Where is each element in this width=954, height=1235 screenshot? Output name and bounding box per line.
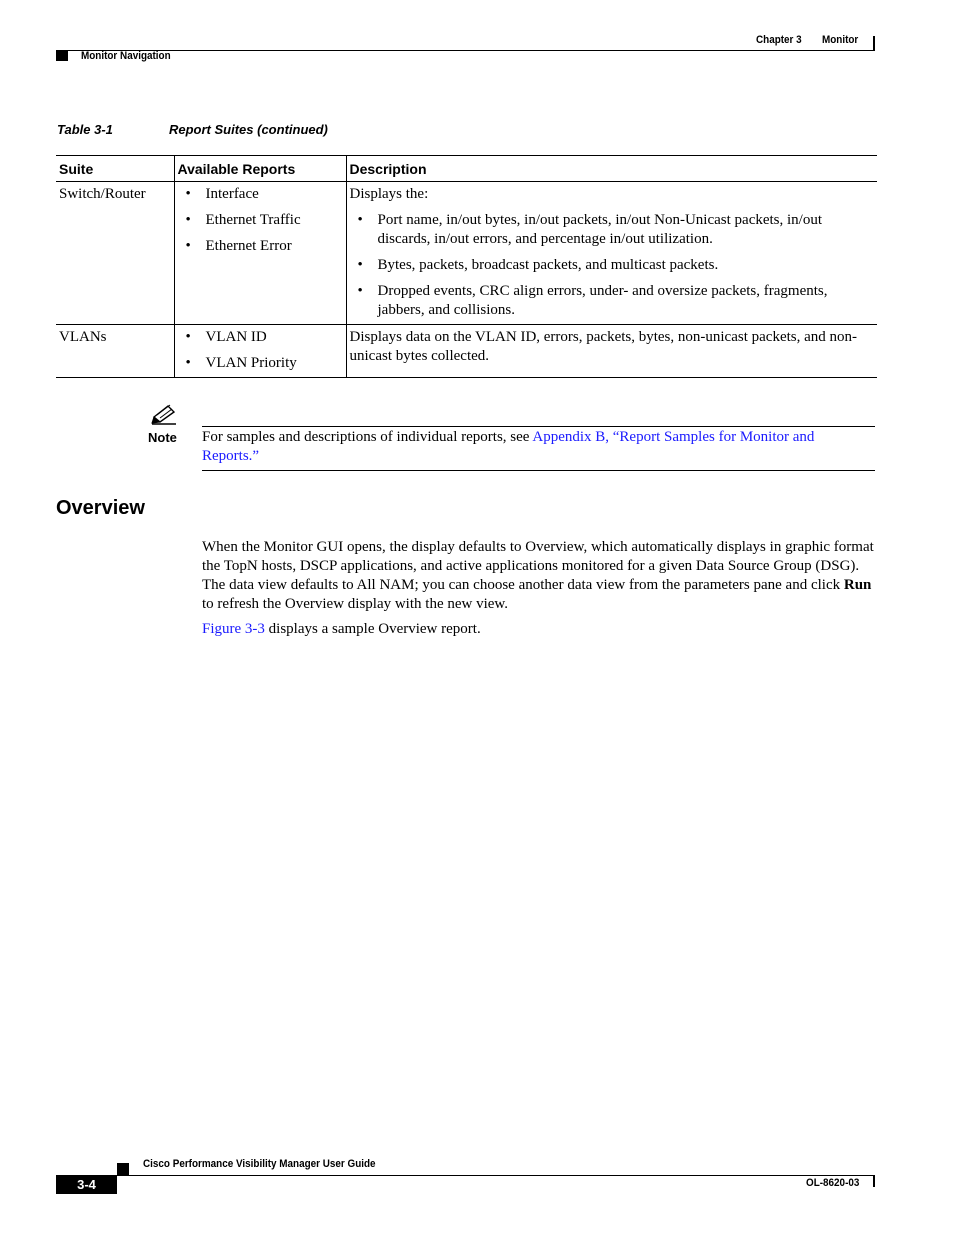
- note-label: Note: [148, 430, 177, 445]
- description-cell: [346, 325, 877, 378]
- run-term: Run: [843, 577, 872, 593]
- note-text: [202, 428, 874, 466]
- description-lead: Displays data on the VLAN ID, errors, packets, bytes, non-unicast packets, and non-unicast bytes collected.: [349, 329, 858, 364]
- figure-reference-paragraph: [202, 620, 877, 639]
- footer-doc-number: OL-8620-03: [806, 1177, 860, 1189]
- description-lead: Displays the:: [349, 186, 429, 202]
- column-header-available-reports: Available Reports: [174, 156, 346, 182]
- appendix-b-link[interactable]: Appendix B, “Report Samples for Monitor and Reports.”: [202, 429, 815, 464]
- reports-list: [178, 185, 343, 256]
- table-row: [56, 182, 877, 325]
- figure-3-3-link[interactable]: Figure 3-3: [202, 621, 265, 637]
- overview-text-start: When the Monitor GUI opens, the display defaults to Overview, which automatically displays in graphic format the TopN hosts, DSCP applications, and active applications monitored for a given Data Source Group (DSG). The data view defaults to All NAM; you can choose another data view from the parameters pane and click: [202, 539, 874, 593]
- header-chapter-title: Monitor: [822, 34, 859, 46]
- footer-marker: [117, 1163, 129, 1175]
- column-header-description: Description: [346, 156, 877, 182]
- list-item: • Ethernet Traffic: [178, 211, 343, 230]
- list-item: • Ethernet Error: [178, 237, 343, 256]
- figure-reference-text: displays a sample Overview report.: [264, 621, 481, 637]
- list-item: • Interface: [178, 185, 343, 204]
- footer-divider: [873, 1175, 875, 1187]
- suite-cell: VLANs: [56, 325, 174, 378]
- table-row: [56, 325, 877, 378]
- table-caption-number: Table 3-1: [57, 122, 113, 137]
- description-list: [350, 211, 875, 320]
- header-chapter: Chapter 3: [756, 34, 802, 46]
- suite-cell: Switch/Router: [56, 182, 174, 325]
- header-section: Monitor Navigation: [81, 50, 171, 62]
- column-header-suite: Suite: [56, 156, 174, 182]
- list-item: • Dropped events, CRC align errors, under- and oversize packets, fragments, jabbers, and collisions.: [350, 282, 875, 320]
- reports-cell: [174, 325, 346, 378]
- list-item: • VLAN ID: [178, 328, 343, 347]
- list-item: • Port name, in/out bytes, in/out packets, in/out Non-Unicast packets, in/out discards, in/out errors, and percentage in/out utilization.: [350, 211, 875, 249]
- table-caption-title: Report Suites (continued): [169, 122, 328, 137]
- header-divider: [873, 36, 875, 50]
- reports-list: [178, 328, 343, 373]
- pencil-note-icon: [150, 403, 178, 425]
- footer-rule: [56, 1175, 875, 1176]
- report-suites-table: [56, 155, 877, 378]
- reports-cell: [174, 182, 346, 325]
- list-item: • VLAN Priority: [178, 354, 343, 373]
- footer-guide-title: Cisco Performance Visibility Manager User Guide: [143, 1158, 376, 1170]
- table-header-row: [56, 156, 877, 182]
- list-item: • Bytes, packets, broadcast packets, and multicast packets.: [350, 256, 875, 275]
- note-text-lead: For samples and descriptions of individual reports, see: [202, 429, 533, 445]
- page-number: 3-4: [56, 1175, 117, 1194]
- overview-paragraph: [202, 538, 877, 614]
- header-rule: [56, 50, 875, 51]
- overview-text-end: to refresh the Overview display with the new view.: [202, 596, 509, 612]
- note-rule-top: [202, 426, 875, 427]
- header-marker: [56, 51, 68, 61]
- section-heading-overview: Overview: [56, 497, 145, 519]
- note-rule-bottom: [202, 470, 875, 471]
- description-cell: [346, 182, 877, 325]
